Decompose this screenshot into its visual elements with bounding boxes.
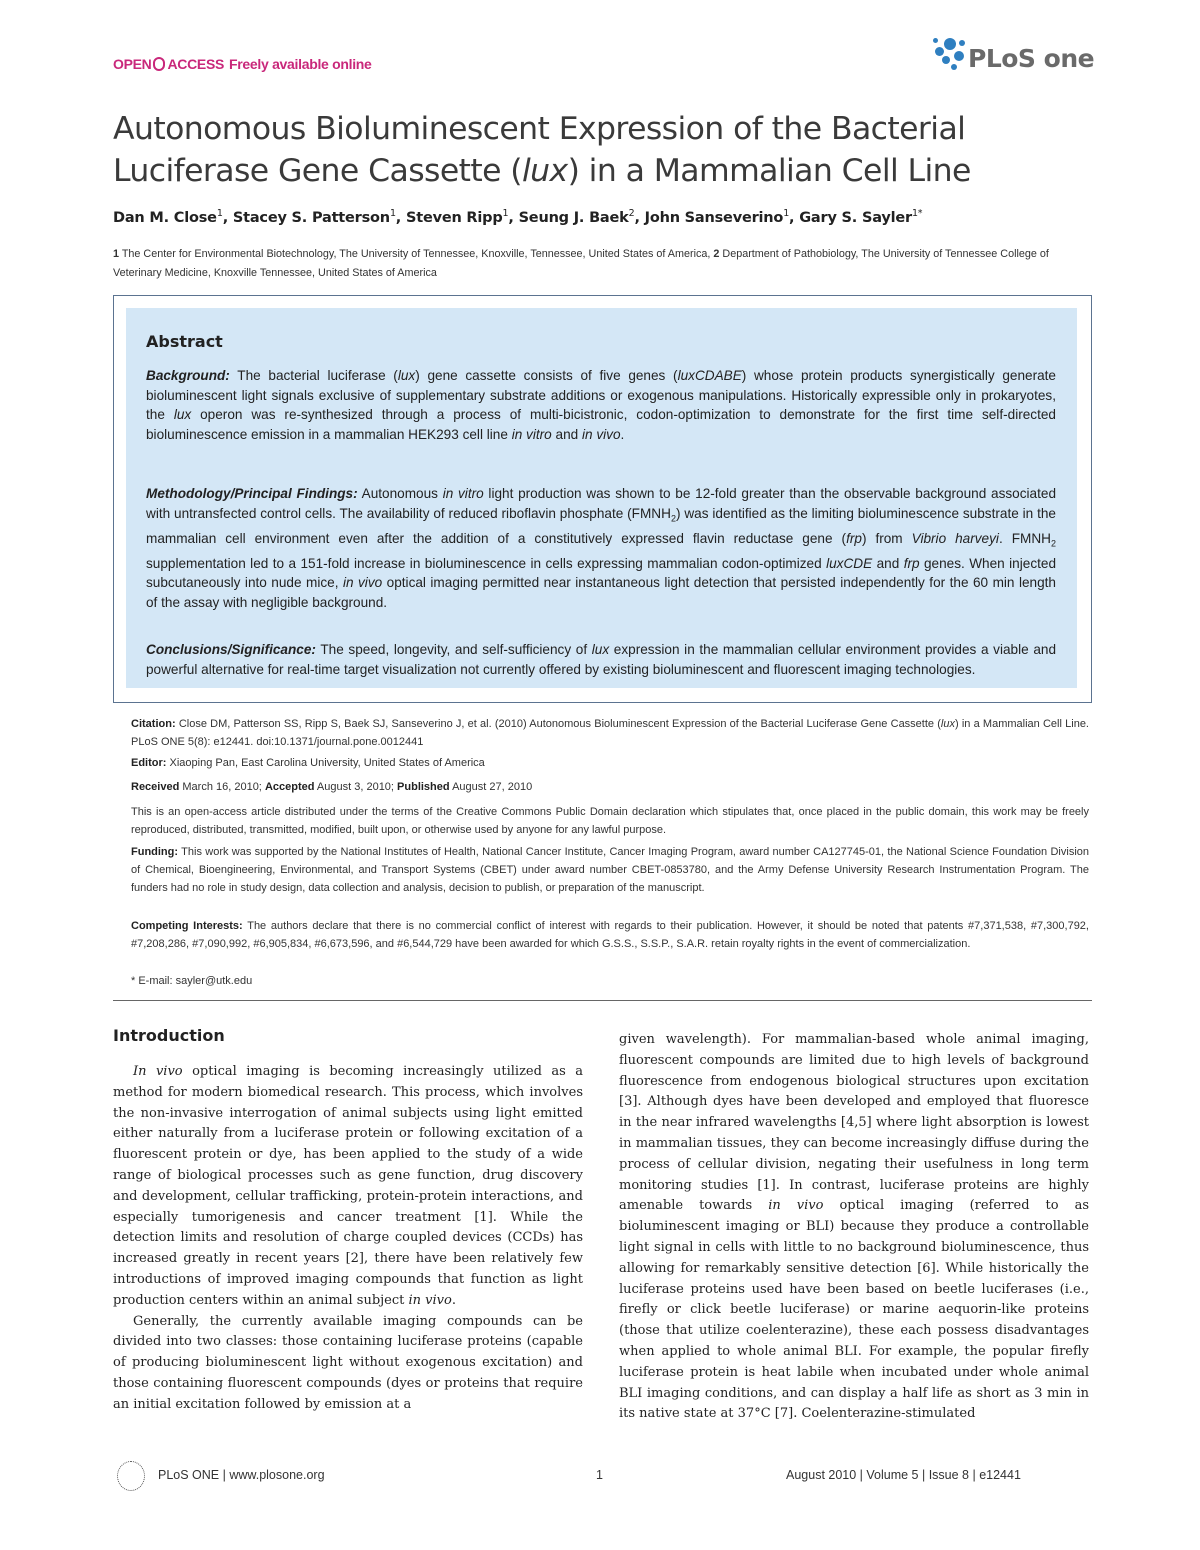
footer-journal: PLoS ONE | www.plosone.org: [158, 1468, 325, 1482]
freely-available-label: Freely available online: [229, 56, 372, 72]
affiliation-2: Department of Pathobiology, The University of Tennessee College of Veterinary Medicine, Knoxville Tennessee, United States of America: [113, 248, 1049, 279]
methods-text: Autonomous in vitro light production was shown to be 12-fold greater than the observable background associated with untransfected control cells. The availability of reduced riboflavin phosphate $(FMNH_2)$ was identified as the limiting bioluminescence substrate in the mammalian cell environment even after the addition of a constitutively expressed flavin reductase gene (frp) from Vibrio harveyi. $FMNH_2$ supplementation led to a 151-fold increase in bioluminescence in cells expressing mammalian codon-optimized luxCDE and frp genes. When injected subcutaneously into nude mice, in vivo optical imaging permitted near instantaneous light detection that persisted independently for the 60 min length of the assay with negligible background.: [146, 486, 1057, 610]
published-label: Published: [397, 781, 450, 793]
author-affiliation-marker: 1: [389, 208, 396, 219]
affiliations: [113, 245, 1093, 283]
footer-issue: August 2010 | Volume 5 | Issue 8 | e12441: [786, 1468, 1021, 1482]
conclusions-label: Conclusions/Significance:: [146, 642, 316, 657]
open-lock-icon: [153, 57, 165, 71]
email: [131, 972, 1089, 990]
article-title: [113, 108, 1093, 192]
competing-interests: [131, 917, 1089, 953]
plos-dots-icon: [932, 34, 968, 74]
meta-divider: [113, 1000, 1092, 1001]
author-affiliation-marker: 1: [783, 208, 790, 219]
license-text: This is an open-access article distributed under the terms of the Creative Commons Public Domain declaration which stipulates that, once placed in the public domain, this work may be freely reproduced, distributed, transmitted, modified, built upon, or otherwise used by anyone for any lawful purpose.: [131, 806, 1089, 836]
intro-right-column: given wavelength). For mammalian-based whole animal imaging, fluorescent compounds are limited due to high levels of background fluorescence from endogenous biological structures upon excitation [3]. Although dyes have been developed and employed that fluoresce in the near infrared wavelengths [4,5] where light absorption is lowest in mammalian tissues, they can become increasingly diffuse during the process of cellular division, negating their usefulness in long term monitoring studies [1]. In contrast, luciferase proteins are highly amenable towards in vivo optical imaging (referred to as bioluminescent imaging or BLI) because they produce a controllable light signal in cells with little to no background bioluminescence, thus allowing for remarkably sensitive detection [6]. While historically the luciferase proteins used have been based on beetle luciferases (i.e., firefly or click beetle luciferase) or marine aequorin-like proteins (those that utilize coelenterazine), these each possess disadvantages when applied to whole animal BLI. For example, the popular firefly luciferase protein is heat labile when incubated under whole animal BLI imaging conditions, and can display a half life as short as 3 min in its native state at 37°C [7]. Coelenterazine-stimulated: [619, 1032, 1089, 1422]
author-name: Steven Ripp: [405, 209, 503, 226]
author-affiliation-marker: 1: [216, 208, 223, 219]
dates: [131, 778, 1089, 796]
methods-label: Methodology/Principal Findings:: [146, 486, 358, 501]
background-label: Background:: [146, 368, 230, 383]
affiliation-1: The Center for Environmental Biotechnology, The University of Tennessee, Knoxville, Tennessee, United States of America,: [119, 248, 714, 260]
access-label: ACCESS: [167, 56, 225, 72]
email-text: * E-mail: sayler@utk.edu: [131, 975, 253, 987]
background-text: The bacterial luciferase (lux) gene cassette consists of five genes (luxCDABE) whose protein products synergistically generate bioluminescent light signals exclusive of supplementary substrate additions or exogenous manipulations. Historically expressible only in prokaryotes, the lux operon was re-synthesized through a process of multi-bicistronic, codon-optimization to demonstrate for the first time self-directed bioluminescence emission in a mammalian HEK293 cell line in vitro and in vivo.: [146, 368, 1056, 442]
title-line-1: Autonomous Bioluminescent Expression of the Bacterial: [113, 111, 966, 147]
plos-one-logo: [932, 34, 1095, 84]
published-date: August 27, 2010: [452, 781, 533, 793]
author-affiliation-marker: 1: [502, 208, 509, 219]
introduction-heading: Introduction: [113, 1026, 225, 1045]
title-line-2b: ) in a Mammalian Cell Line: [567, 153, 971, 189]
accepted-label: Accepted: [264, 781, 315, 793]
author-list: Dan M. Close$^1$, Stacey S. Patterson$^1$, Steven Ripp$^1$, Seung J. Baek$^2$, John Sanseverino$^1$, Gary S. Sayler$^{1*}$: [113, 208, 923, 226]
author-name: Seung J. Baek: [518, 209, 629, 226]
abstract-methods: [146, 484, 1056, 612]
author-name: Gary S. Sayler: [799, 209, 912, 226]
footer-page-number: 1: [596, 1468, 603, 1482]
author-name: John Sanseverino: [644, 209, 784, 226]
open-label: OPEN: [113, 56, 152, 72]
funding: [131, 843, 1089, 897]
author-name: Dan M. Close: [113, 209, 217, 226]
title-line-2a: Luciferase Gene Cassette (: [113, 153, 522, 189]
received-label: Received: [131, 781, 180, 793]
license: [131, 803, 1089, 839]
author-affiliation-marker: 1*: [911, 208, 923, 219]
competing-label: Competing Interests:: [131, 920, 243, 932]
accepted-date: August 3, 2010;: [316, 781, 394, 793]
competing-text: The authors declare that there is no commercial conflict of interest with regards to their publication. However, it should be noted that patents #7,371,538, #7,300,792, #7,208,286, #7,090,992, #6,905,834, #6,673,596, and #6,544,729 have been awarded for which G.S.S., S.S.P., S.A.R. retain royalty rights in the event of commercialization.: [131, 920, 1089, 950]
abstract-panel: [126, 308, 1077, 688]
plos-footer-icon: [117, 1461, 145, 1491]
abstract-heading: Abstract: [146, 332, 223, 351]
editor-text: Xiaoping Pan, East Carolina University, United States of America: [169, 757, 485, 769]
affiliation-number-2: 2: [713, 248, 720, 260]
abstract-background: [146, 366, 1056, 444]
conclusions-text: The speed, longevity, and self-sufficiency of lux expression in the mammalian cellular environment provides a viable and powerful alternative for real-time target visualization not currently offered by existing bioluminescent and fluorescent imaging technologies.: [146, 642, 1057, 677]
editor: [131, 754, 1089, 772]
citation: [131, 715, 1089, 751]
citation-text: Close DM, Patterson SS, Ripp S, Baek SJ, Sanseverino J, et al. (2010) Autonomous Bioluminescent Expression of the Bacterial Luciferase Gene Cassette (lux) in a Mammalian Cell Line. PLoS ONE 5(8): e12441. doi:10.1371/journal.pone.0012441: [131, 718, 1089, 748]
citation-label: Citation:: [131, 718, 176, 730]
funding-label: Funding:: [131, 846, 179, 858]
plos-one-wordmark: PLoS one: [968, 44, 1095, 73]
author-name: Stacey S. Patterson: [232, 209, 390, 226]
editor-label: Editor:: [131, 757, 167, 769]
author-affiliation-marker: 2: [628, 208, 635, 219]
title-line-2-italic: lux: [522, 153, 568, 189]
abstract-box: [113, 295, 1092, 703]
received-date: March 16, 2010;: [182, 781, 262, 793]
intro-left-column: In vivo optical imaging is becoming increasingly utilized as a method for modern biomedical research. This process, which involves the non-invasive interrogation of animal subjects using light emitted either naturally from a luciferase protein or following excitation of a fluorescent protein or dye, has been applied to the study of a wide range of biological processes such as gene function, drug discovery and development, cellular trafficking, protein-protein interactions, and especially tumorigenesis and cancer treatment [1]. While the detection limits and resolution of charge coupled devices (CCDs) has increased greatly in recent years [2], there have been relatively few introductions of improved imaging compounds that function as light production centers within an animal subject in vivo. Generally, the currently available imaging compounds can be divided into two classes: those containing luciferase proteins (capable of producing bioluminescent light without exogenous excitation) and those containing fluorescent compounds (dyes or proteins that require an initial excitation followed by emission at a: [113, 1064, 583, 1412]
open-access-banner: [113, 56, 372, 72]
affiliation-number-1: 1: [113, 248, 120, 260]
abstract-conclusions: [146, 640, 1056, 679]
funding-text: This work was supported by the National Institutes of Health, National Cancer Institute, Cancer Imaging Program, award number CA127745-01, the National Science Foundation Division of Chemical, Bioengineering, Environmental, and Transport Systems (CBET) under award number CBET-0853780, and the Army Defense University Research Instrumentation Program. The funders had no role in study design, data collection and analysis, decision to publish, or preparation of the manuscript.: [131, 846, 1089, 894]
